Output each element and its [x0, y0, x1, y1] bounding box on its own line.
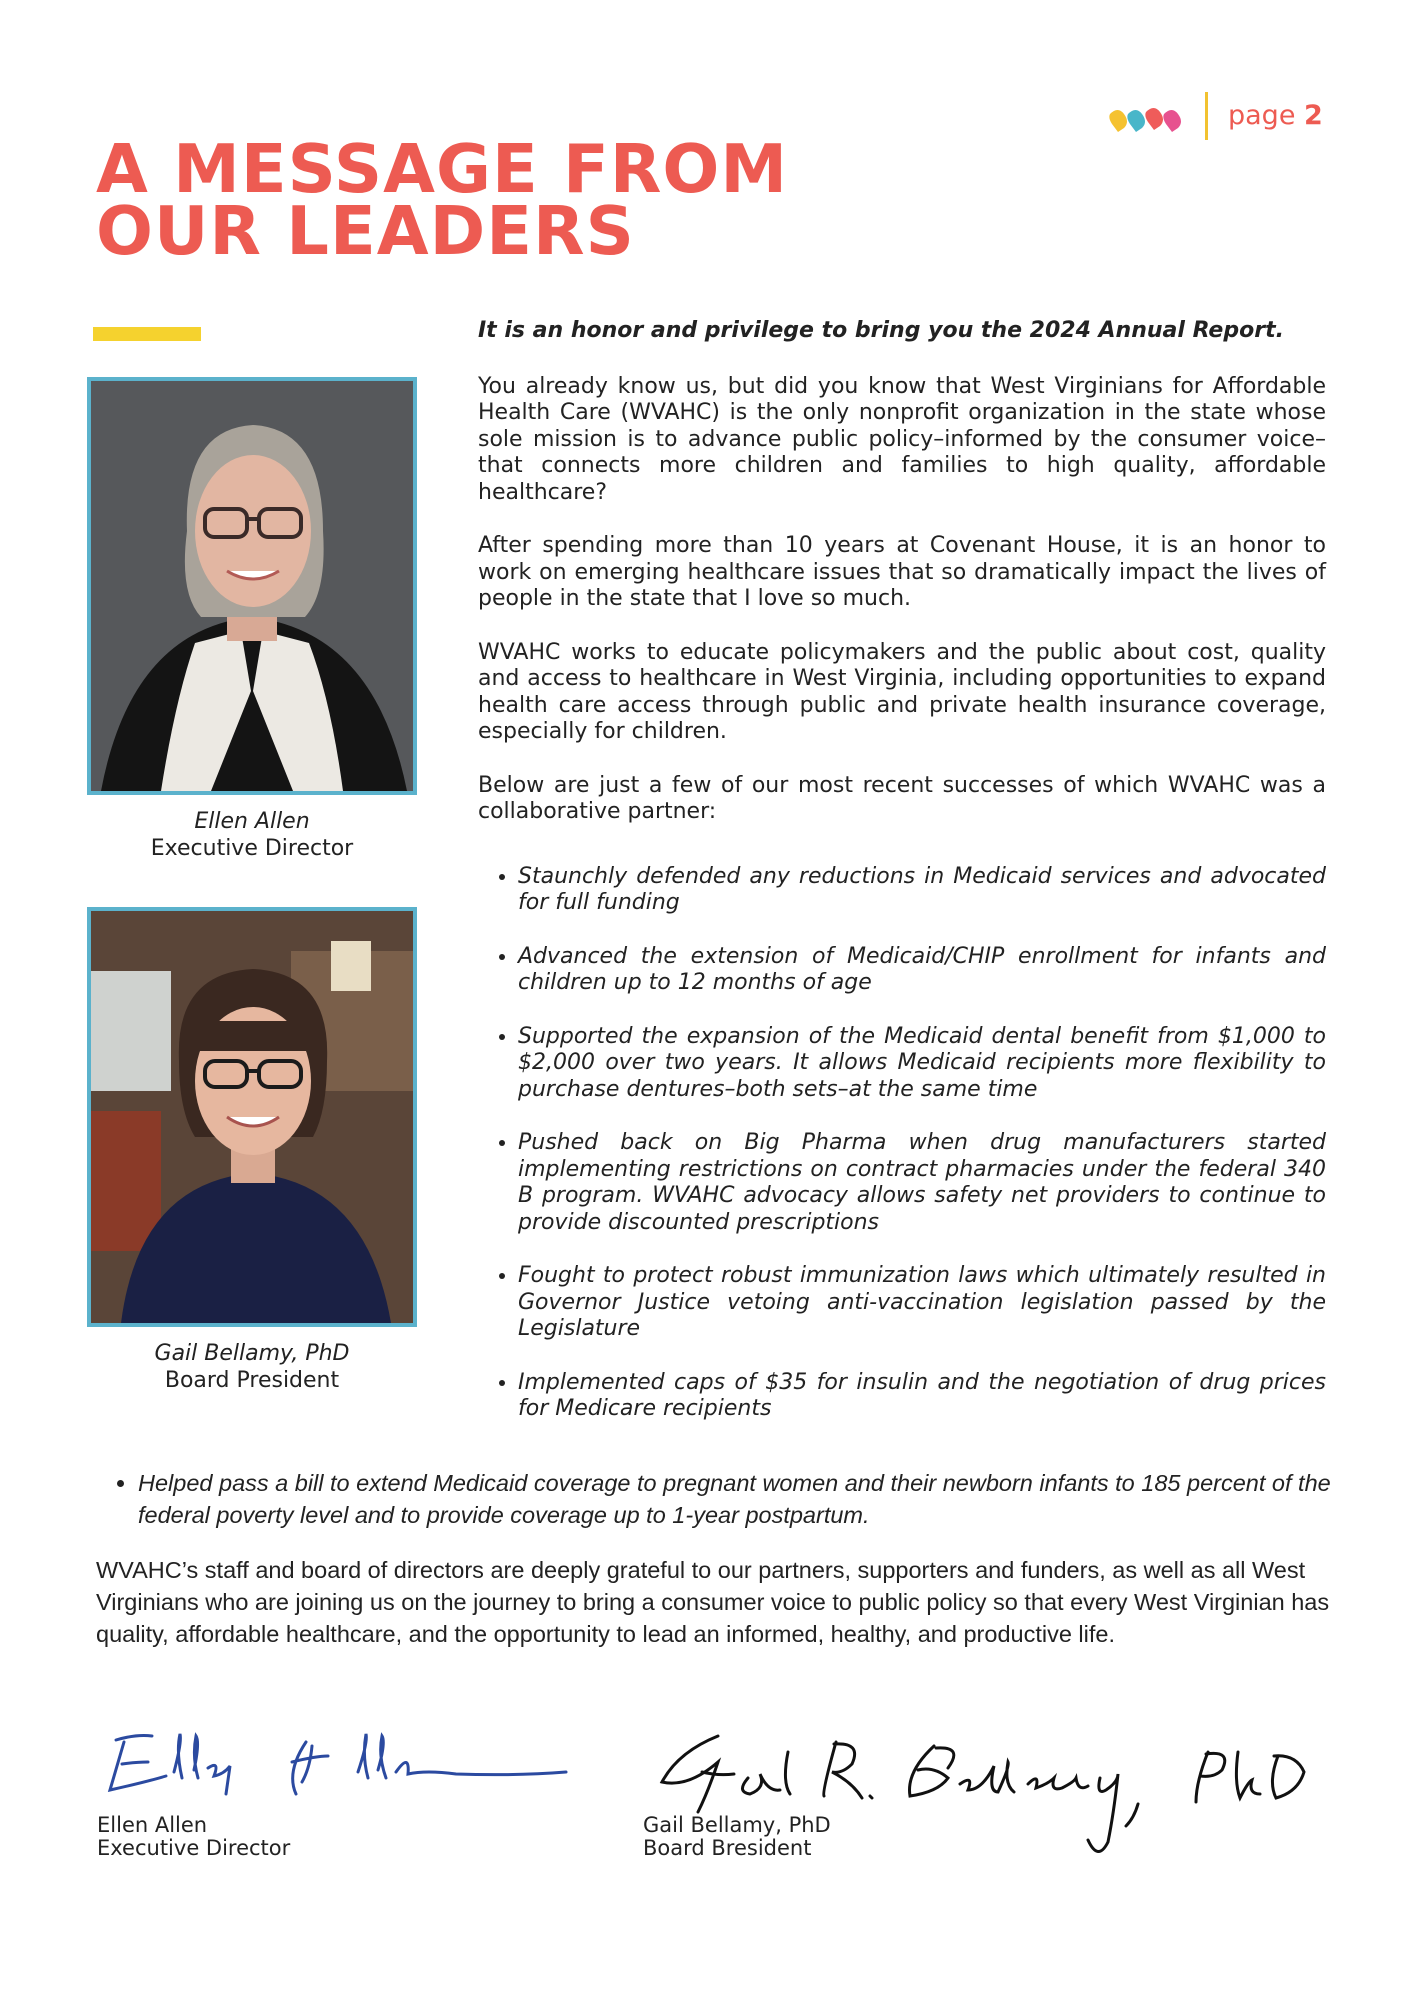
list-item: • Helped pass a bill to extend Medicaid coverage to pregnant women and their newborn infants to 185 percent of the federal poverty level and to provide coverage up to 1-year postpartum.: [138, 1467, 1336, 1531]
paragraph: You already know us, but did you know that West Virginians for Affordable Health Care (WVAHC) is the only nonprofit organization in the state whose sole mission is to advance public policy–informed by the consumer voice–that connects more children and families to high quality, affordable healthcare?: [478, 373, 1326, 505]
leader-caption-gail-bellamy: [87, 1340, 417, 1394]
signatory-role: Board Bresident: [643, 1836, 812, 1860]
closing-paragraph: WVAHC’s staff and board of directors are deeply grateful to our partners, supporters and funders, as well as all West Virginians who are joining us on the journey to bring a consumer voice to public policy so that every West Virginian has quality, affordable healthcare, and the opportunity to lead an informed, healthy, and productive life.: [96, 1557, 1330, 1647]
signature-ellen-allen: [96, 1712, 576, 1802]
successes-list: [478, 864, 1326, 1423]
leader-name: Ellen Allen: [194, 809, 310, 834]
signatory-name: Ellen Allen: [97, 1813, 208, 1837]
leader-photo-gail-bellamy: [87, 907, 417, 1327]
lead-sentence: It is an honor and privilege to bring you the 2024 Annual Report.: [478, 318, 1284, 343]
leader-name: Gail Bellamy, PhD: [154, 1341, 350, 1366]
signatory-role: Executive Director: [97, 1836, 291, 1860]
signature-caption-ellen-allen: [97, 1814, 290, 1860]
yellow-accent-bar: [93, 327, 201, 341]
wvahc-logo: [1108, 102, 1192, 138]
list-item: • Staunchly defended any reductions in Medicaid services and advocated for full funding: [518, 864, 1326, 917]
leader-role: Executive Director: [150, 836, 354, 861]
paragraph: WVAHC works to educate policymakers and the public about cost, quality and access to healthcare in West Virginia, including opportunities to expand health care access through public and private health insurance coverage, especially for children.: [478, 639, 1326, 744]
paragraph: After spending more than 10 years at Covenant House, it is an honor to work on emerging healthcare issues that so dramatically impact the lives of people in the state that I love so much.: [478, 533, 1326, 611]
list-item: • Implemented caps of $35 for insulin and the negotiation of drug prices for Medicare recipients: [518, 1370, 1326, 1423]
list-item: • Fought to protect robust immunization laws which ultimately resulted in Governor Justice vetoing anti-vaccination legislation passed by the Legislature: [518, 1263, 1326, 1343]
leader-caption-ellen-allen: [87, 808, 417, 862]
page-title-line-2: OUR LEADERS: [96, 192, 635, 270]
page-number: 2: [1304, 100, 1323, 131]
paragraph: Below are just a few of our most recent successes of which WVAHC was a collaborative partner:: [478, 772, 1326, 824]
message-body: [478, 318, 1326, 1450]
list-item: • Pushed back on Big Pharma when drug manufacturers started implementing restrictions on contract pharmacies under the federal 340 B program. WVAHC advocacy allows safety net providers to continue to provide discounted prescriptions: [518, 1130, 1326, 1236]
list-item: • Advanced the extension of Medicaid/CHIP enrollment for infants and children up to 12 months of age: [518, 944, 1326, 997]
signatory-name: Gail Bellamy, PhD: [643, 1813, 831, 1837]
list-item: • Supported the expansion of the Medicaid dental benefit from $1,000 to $2,000 over two years. It allows Medicaid recipients more flexibility to purchase dentures–both sets–at the same time: [518, 1024, 1326, 1104]
successes-list-continued: [96, 1467, 1336, 1531]
leader-photo-ellen-allen: [87, 377, 417, 795]
signature-caption-gail-bellamy: [643, 1814, 831, 1860]
page-title: [96, 130, 996, 270]
header-divider: [1205, 92, 1208, 140]
page-label: page: [1228, 100, 1296, 131]
page-number-label: [1228, 100, 1323, 131]
page-title-line-1: A MESSAGE FROM: [96, 130, 789, 208]
leader-role: Board President: [164, 1368, 340, 1393]
